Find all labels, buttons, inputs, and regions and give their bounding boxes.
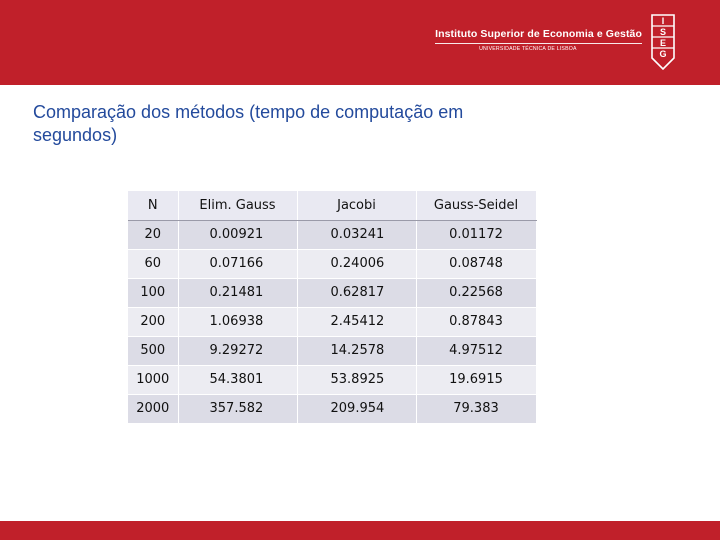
table-row	[128, 220, 536, 249]
cell-jacobi: 53.8925	[297, 365, 416, 394]
header-gauss-elimination: Elim. Gauss	[178, 191, 297, 220]
table-row	[128, 307, 536, 336]
footer-band	[0, 521, 720, 540]
cell-gauss-seidel: 0.01172	[416, 220, 536, 249]
cell-gauss-seidel: 19.6915	[416, 365, 536, 394]
cell-jacobi: 0.62817	[297, 278, 416, 307]
header-jacobi: Jacobi	[297, 191, 416, 220]
cell-n: 60	[128, 249, 178, 278]
cell-n: 2000	[128, 394, 178, 423]
cell-gauss-seidel: 0.87843	[416, 307, 536, 336]
cell-n: 200	[128, 307, 178, 336]
table-row	[128, 249, 536, 278]
cell-gauss-elimination: 0.21481	[178, 278, 297, 307]
comparison-table	[128, 191, 537, 424]
university-name: UNIVERSIDADE TÉCNICA DE LISBOA	[479, 46, 577, 52]
cell-n: 20	[128, 220, 178, 249]
table-row	[128, 394, 536, 423]
cell-gauss-elimination: 9.29272	[178, 336, 297, 365]
table-header-row	[128, 191, 536, 220]
header-band	[0, 0, 720, 85]
cell-gauss-seidel: 4.97512	[416, 336, 536, 365]
cell-gauss-elimination: 54.3801	[178, 365, 297, 394]
logo-divider	[435, 43, 642, 44]
cell-gauss-seidel: 0.08748	[416, 249, 536, 278]
cell-gauss-elimination: 0.07166	[178, 249, 297, 278]
emblem-letter-i: I	[661, 16, 665, 26]
cell-jacobi: 0.24006	[297, 249, 416, 278]
iseg-emblem-icon	[651, 14, 675, 70]
cell-gauss-elimination: 1.06938	[178, 307, 297, 336]
cell-gauss-seidel: 79.383	[416, 394, 536, 423]
institution-logo-text	[435, 28, 642, 52]
table-row	[128, 278, 536, 307]
cell-jacobi: 0.03241	[297, 220, 416, 249]
slide-title: Comparação dos métodos (tempo de computação em segundos)	[33, 102, 464, 145]
header-gauss-seidel: Gauss-Seidel	[416, 191, 536, 220]
cell-n: 1000	[128, 365, 178, 394]
header-n: N	[128, 191, 178, 220]
cell-gauss-elimination: 0.00921	[178, 220, 297, 249]
cell-n: 500	[128, 336, 178, 365]
table-row	[128, 336, 536, 365]
emblem-letter-e: E	[659, 38, 667, 48]
cell-gauss-seidel: 0.22568	[416, 278, 536, 307]
emblem-letter-g: G	[659, 49, 667, 59]
emblem-letter-s: S	[659, 27, 667, 37]
table-row	[128, 365, 536, 394]
cell-n: 100	[128, 278, 178, 307]
cell-gauss-elimination: 357.582	[178, 394, 297, 423]
cell-jacobi: 14.2578	[297, 336, 416, 365]
institution-name: Instituto Superior de Economia e Gestão	[435, 28, 642, 40]
cell-jacobi: 2.45412	[297, 307, 416, 336]
cell-jacobi: 209.954	[297, 394, 416, 423]
